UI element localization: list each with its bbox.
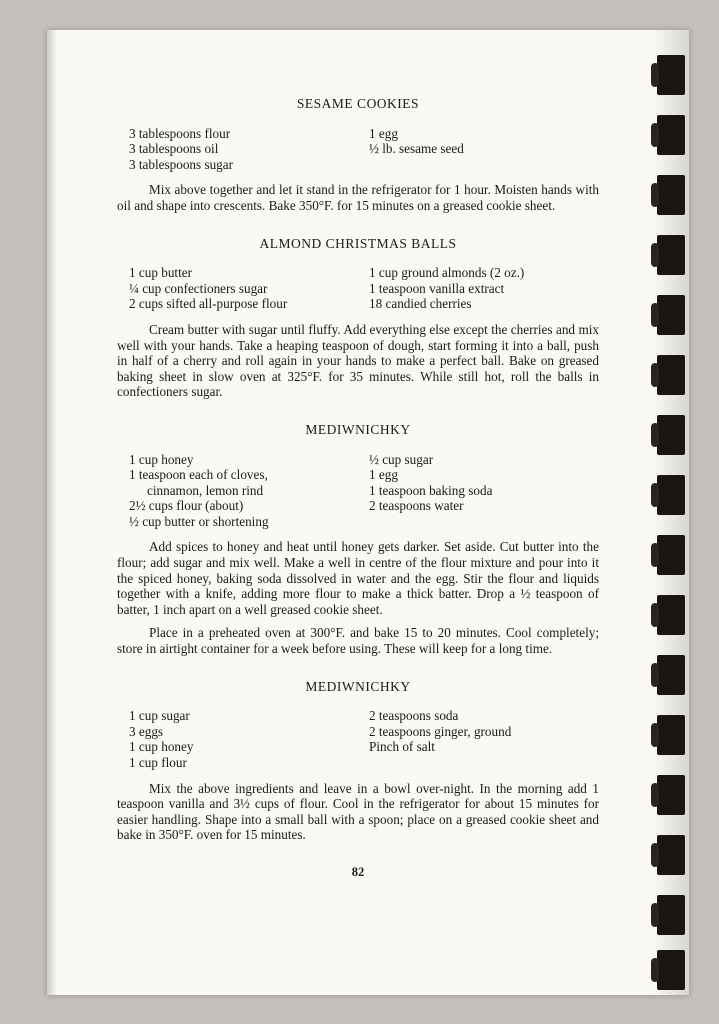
recipe-title: MEDIWNICHKY [305,421,411,437]
recipe-almond-christmas-balls [117,236,599,400]
binding-coil [657,715,685,755]
ingredients-right [369,265,524,312]
ingredient: 1 teaspoon vanilla extract [369,280,505,296]
ingredient: 18 candied cherries [369,296,472,312]
binding-coil [657,115,685,155]
binding-shadow [47,30,57,995]
binding-coil [657,175,685,215]
spiral-binding [653,30,689,995]
ingredient: 1 cup honey [129,451,194,467]
ingredient: Pinch of salt [369,739,435,755]
ingredients-left [129,265,369,312]
binding-coil [657,415,685,455]
ingredient: 1 cup honey [129,739,194,755]
binding-coil [657,895,685,935]
ingredient: 2½ cups flour (about) [129,498,244,514]
recipe-title: MEDIWNICHKY [305,678,411,694]
instructions: Place in a preheated oven at 300°F. and bake 15 to 20 minutes. Cool completely; store in airtight container for a week before using. These will keep for a long time. [117,625,599,657]
recipe-title: SESAME COOKIES [296,96,420,111]
binding-coil [657,235,685,275]
ingredients-left [129,452,369,530]
binding-coil [657,55,685,95]
binding-coil [657,355,685,395]
ingredient: ½ lb. sesame seed [369,141,464,157]
ingredients [117,708,599,770]
recipe-sesame-cookies [117,96,599,214]
ingredients [117,126,599,173]
ingredient: ½ cup sugar [369,451,434,467]
ingredients [117,265,599,312]
ingredient: cinnamon, lemon rind [147,482,264,498]
recipe-mediwnichky-1 [117,422,599,657]
ingredient: 1 teaspoon each of cloves, [129,467,268,483]
binding-coil [657,535,685,575]
instructions: Cream butter with sugar until fluffy. Add everything else except the cherries and mix well with your hands. Take a heaping teaspoon of dough, start forming it into a ball, push in half of a cherry and roll again in your hands to make a perfect ball. Bake on greased baking sheet in slow oven at 325°F. for 35 minutes. While still hot, roll the balls in confectioners sugar. [117,321,599,400]
ingredient: 2 teaspoons ginger, ground [369,723,512,739]
ingredient: 2 teaspoons water [369,498,464,514]
ingredient: 1 teaspoon baking soda [369,482,493,498]
cookbook-page [47,30,689,995]
ingredient: 3 tablespoons flour [129,125,231,141]
ingredient: 3 eggs [129,723,164,739]
ingredient: 1 cup butter [129,265,192,281]
ingredients-right [369,452,492,530]
ingredient: ¼ cup confectioners sugar [129,280,268,296]
ingredient: 1 cup flour [129,755,187,770]
binding-coil [657,835,685,875]
binding-coil [657,475,685,515]
recipe-title: ALMOND CHRISTMAS BALLS [259,235,457,251]
binding-coil [657,950,685,990]
ingredient: ½ cup butter or shortening [129,513,269,529]
ingredient: 1 egg [369,467,398,483]
recipe-mediwnichky-2 [117,679,599,843]
ingredients-left [129,708,369,770]
ingredients-right [369,708,511,770]
ingredients-right [369,126,464,173]
instructions: Mix above together and let it stand in the refrigerator for 1 hour. Moisten hands with oil and shape into crescents. Bake 350°F. for 15 minutes on a greased cookie sheet. [117,182,599,213]
ingredient: 1 cup ground almonds (2 oz.) [369,265,525,281]
binding-coil [657,655,685,695]
page-content [117,96,599,881]
binding-coil [657,595,685,635]
ingredient: 2 teaspoons soda [369,708,459,724]
ingredient: 3 tablespoons sugar [129,156,234,172]
ingredient: 1 cup sugar [129,708,190,724]
binding-coil [657,775,685,815]
ingredients-left [129,126,369,173]
binding-coil [657,295,685,335]
page-number: 82 [351,864,365,879]
ingredient: 2 cups sifted all-purpose flour [129,296,288,312]
instructions: Add spices to honey and heat until honey gets darker. Set aside. Cut butter into the flour; add sugar and mix well. Make a well in centre of the flour mixture and pour into it the spiced honey, baking soda dissolved in water and the egg. Stir the flour and liquids together with a knife, adding more flour to make a thick batter. Drop a ½ teaspoon of batter, 1 inch apart on a well greased cookie sheet. [117,539,599,617]
ingredient: 3 tablespoons oil [129,141,219,157]
ingredient: 1 egg [369,125,398,141]
instructions: Mix the above ingredients and leave in a bowl over-night. In the morning add 1 teaspoon vanilla and 3½ cups of flour. Cool in the refrigerator for about 15 minutes for easier handling. Shape into a small ball with a spoon; place on a greased cookie sheet and bake in 350°F. oven for 15 minutes. [117,780,599,843]
ingredients [117,452,599,530]
